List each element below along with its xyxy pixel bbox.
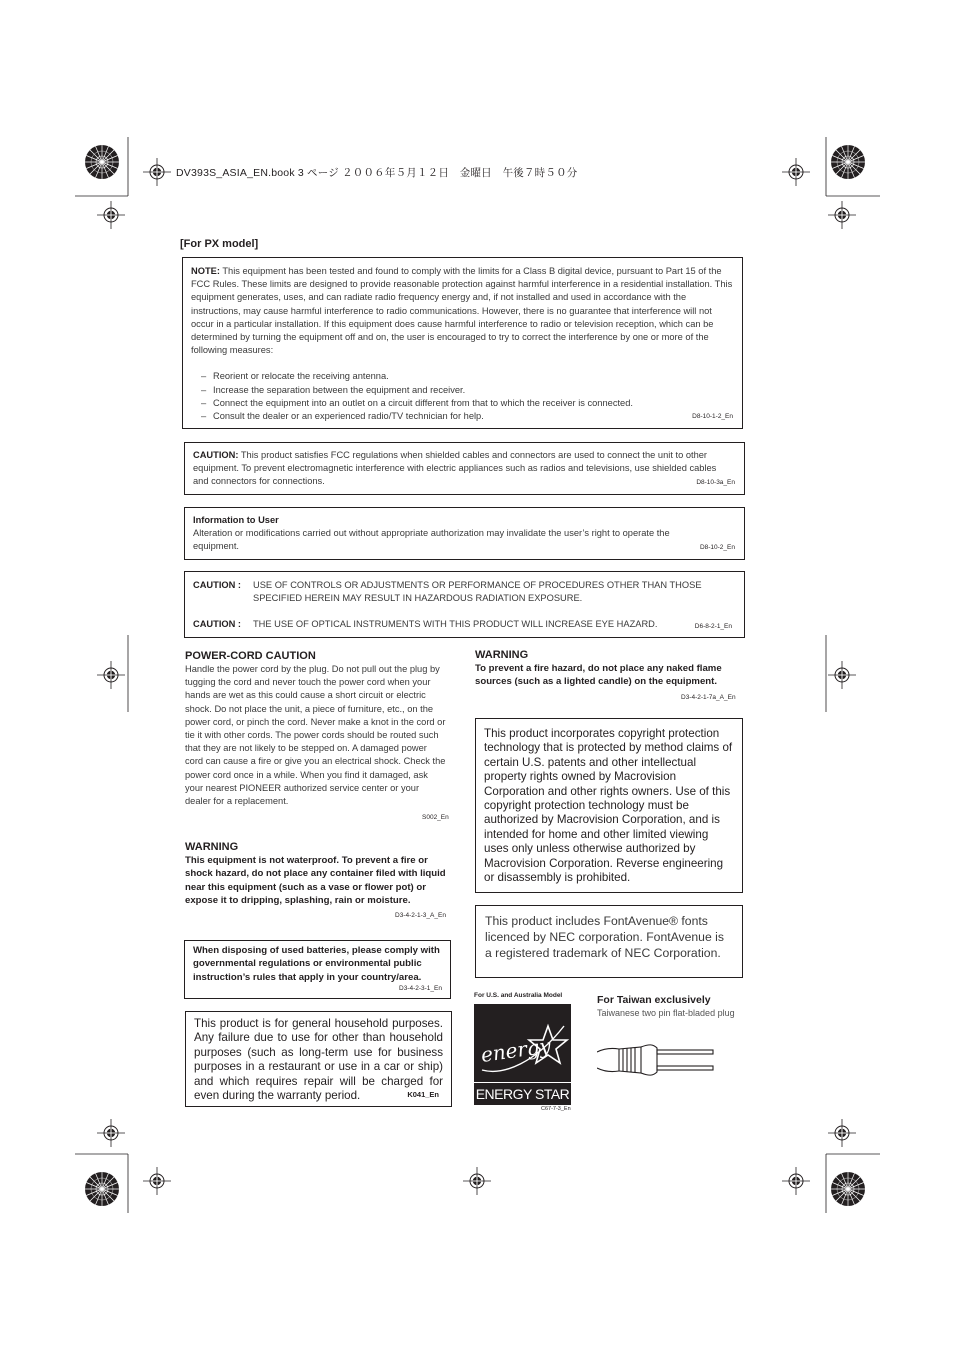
batteries-code: D3-4-2-3-1_En <box>399 985 442 992</box>
household-text: This product is for general household purposes. Any failure due to use for other than household purposes (such as long-term use for business purposes in a restaurant or use in a car or ship) and which requires repair will be charged for even during the warranty period. <box>194 1017 443 1103</box>
fcc-note-text <box>191 265 734 357</box>
warning-water-text: This equipment is not waterproof. To prevent a fire or shock hazard, do not place any container filed with liquid near this equipment (such as a vase or flower pot) or expose it to dripping, splashing, rain or moisture. <box>185 855 446 907</box>
info-user-text: Alteration or modifications carried out without appropriate authorization may invalidate the user’s right to operate the equipment. <box>193 528 670 552</box>
info-user-title: Information to User <box>193 515 279 525</box>
warning-fire-section <box>475 649 745 689</box>
fcc-caution-body: This product satisfies FCC regulations when shielded cables and connectors are used to connect the unit to other equipment. To prevent electromagnetic interference with electric appliances such as radios and televisions, use shielded cables and connectors for connections. <box>193 450 717 487</box>
list-item: – Reorient or relocate the receiving antenna. <box>201 371 389 382</box>
batteries-text: When disposing of used batteries, please comply with governmental regulations or environmental public instruction’s rules that apply in your country/area. <box>193 945 440 983</box>
energy-script-text: energy <box>479 1033 553 1067</box>
power-cord-title: POWER-CORD CAUTION <box>185 650 316 662</box>
fcc-note-body: This equipment has been tested and found to comply with the limits for a Class B digital device, pursuant to Part 15 of the FCC Rules. These limits are designed to provide reasonable protection against harmful interference in a residential installation. This equipment generates, uses, and can radiate radio frequency energy and, if not installed and used in accordance with the instructions, may cause harmful interference to radio communications. However, there is no guarantee that interference will not occur in a particular installation. If this equipment does cause harmful interference to radio or television reception, which can be determined by turning the equipment off and on, the user is encouraged to try to correct the interference by one or more of the following measures: <box>191 266 733 356</box>
laser-caution-text-1: USE OF CONTROLS OR ADJUSTMENTS OR PERFORMANCE OF PROCEDURES OTHER THAN THOSE SPECIFIED HEREIN MAY RESULT IN HAZARDOUS RADIATION EXPOSURE. <box>253 580 702 604</box>
energy-star-graphic <box>474 1004 571 1082</box>
macrovision-box <box>475 718 743 893</box>
fcc-caution-text <box>193 449 720 489</box>
fcc-caution-box <box>184 442 745 495</box>
power-cord-code: S002_En <box>422 814 449 821</box>
household-box <box>185 1011 452 1107</box>
warning-water-section <box>185 841 451 908</box>
power-cord-section <box>185 650 451 808</box>
batteries-box <box>184 940 451 999</box>
fcc-caution-code: D8-10-3a_En <box>696 479 735 486</box>
list-item: – Consult the dealer or an experienced radio/TV technician for help. <box>201 411 484 422</box>
laser-caution-label-2: CAUTION : <box>193 619 242 629</box>
household-code: K041_En <box>407 1090 439 1099</box>
macrovision-text: This product incorporates copyright protection technology that is protected by method claims of certain U.S. patents and other intellectual property rights owned by Macrovision Corporation and other rights owners. Use of this copyright protection technology must be authorized by Macrovision Corporation, and is intended for home and other limited viewing uses only unless otherwise authorized by Macrovision Corporation. Reverse engineering or disassembly is prohibited. <box>484 727 733 885</box>
fcc-caution-label: CAUTION: <box>193 450 239 460</box>
two-pin-plug-icon <box>597 1038 717 1082</box>
fontavenue-box <box>475 905 743 978</box>
info-user-box <box>184 507 745 560</box>
warning-water-code: D3-4-2-1-3_A_En <box>395 912 446 919</box>
laser-caution-box <box>184 571 745 638</box>
taiwan-subtitle: Taiwanese two pin flat-bladed plug <box>597 1008 735 1018</box>
laser-caution-text-2: THE USE OF OPTICAL INSTRUMENTS WITH THIS PRODUCT WILL INCREASE EYE HAZARD. <box>253 619 658 629</box>
power-cord-text: Handle the power cord by the plug. Do not pull out the plug by tugging the cord and never touch the power cord when your hands are wet as this could cause a short circuit or electric shock. Do not place the unit, a piece of furniture, etc., on the power cord, or pinch the cord. Never make a knot in the cord or tie it with other cords. The power cords should be routed such that they are not likely to be stepped on. A damaged power cord can cause a fire or give you an electrical shock. Check the power cord once in a while. When you find it damaged, ask your nearest PIONEER authorized service center or your dealer for a replacement. <box>185 664 446 807</box>
taiwan-title: For Taiwan exclusively <box>597 994 711 1006</box>
warning-water-title: WARNING <box>185 841 239 853</box>
warning-fire-code: D3-4-2-1-7a_A_En <box>681 694 736 701</box>
info-user-code: D8-10-2_En <box>699 544 735 551</box>
laser-caution-label-1: CAUTION : <box>193 580 242 590</box>
warning-fire-title: WARNING <box>475 649 529 661</box>
fcc-note-label: NOTE: <box>191 266 220 276</box>
book-header-line: DV393S_ASIA_EN.book 3 ページ ２００６年５月１２日 金曜日 午後７時５０分 <box>176 167 578 179</box>
fontavenue-text: This product includes FontAvenue® fonts licenced by NEC corporation. FontAvenue is a registered trademark of NEC Corporation. <box>485 914 724 960</box>
fcc-note-code: D8-10-1-2_En <box>692 413 733 420</box>
fcc-note-box <box>182 257 743 429</box>
list-item: – Connect the equipment into an outlet on a circuit different from that to which the receiver is connected. <box>201 397 633 408</box>
list-item: – Increase the separation between the equipment and receiver. <box>201 384 466 395</box>
warning-fire-text: To prevent a fire hazard, do not place any naked flame sources (such as a lighted candle) on the equipment. <box>475 663 722 688</box>
energy-star-logo <box>474 1004 571 1105</box>
energy-star-label: ENERGY STAR <box>474 1082 571 1105</box>
fcc-measures-list <box>191 370 734 423</box>
model-label: [For PX model] <box>180 238 259 250</box>
energy-star-caption: For U.S. and Australia Model <box>474 992 563 999</box>
laser-caution-code: D6-8-2-1_En <box>694 623 732 630</box>
energy-star-code: C67-7-3_En <box>541 1106 571 1112</box>
